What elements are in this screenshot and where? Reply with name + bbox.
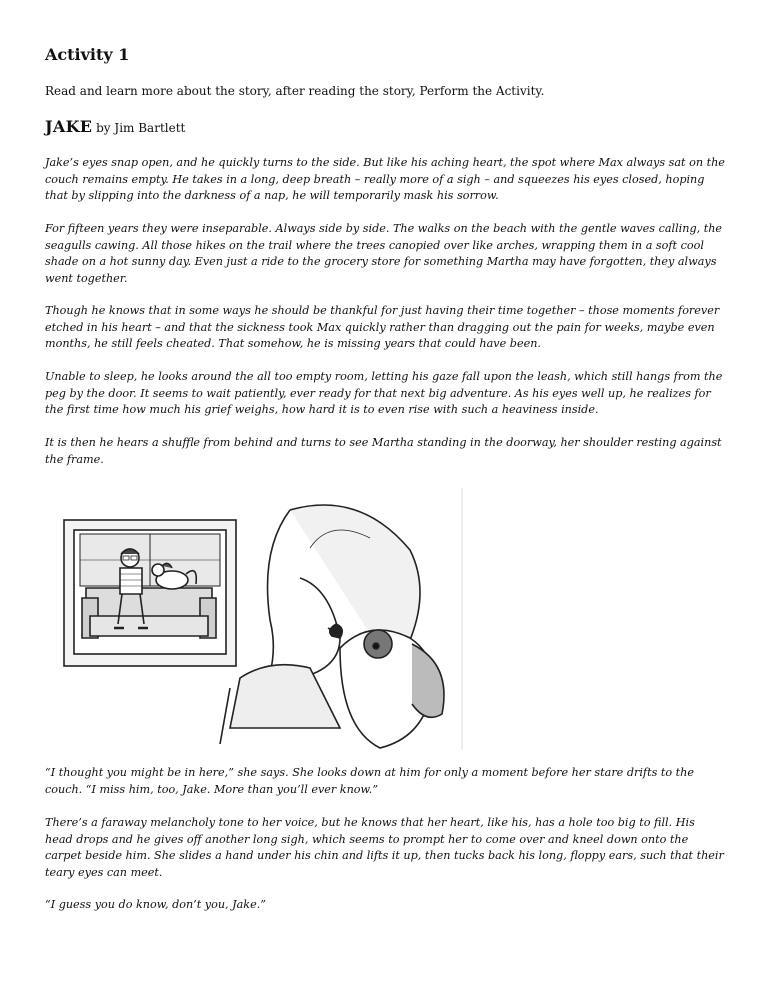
- story-paragraph: Though he knows that in some ways he should be thankful for just having their time together – those moments forever etched in his heart – and that the sickness took Max quickly rather than dragging out the pain for weeks, maybe even months, he still feels cheated. That somehow, he is missing years that could have been.: [45, 304, 720, 350]
- story-title: JAKE: [45, 117, 93, 136]
- story-illustration: [60, 488, 464, 750]
- framed-picture: [64, 520, 236, 666]
- woman-and-dog-drawing: [220, 505, 444, 748]
- activity-heading: Activity 1: [45, 45, 130, 64]
- story-paragraph: “I guess you do know, don’t you, Jake.”: [45, 898, 266, 911]
- story-byline: by Jim Bartlett: [96, 121, 186, 135]
- story-paragraph: “I thought you might be in here,” she says. She looks down at him for only a moment before her stare drifts to the couch. “I miss him, too, Jake. More than you’ll ever know.”: [45, 766, 694, 796]
- intro-text: Read and learn more about the story, after reading the story, Perform the Activity.: [45, 84, 545, 98]
- story-paragraph: It is then he hears a shuffle from behind and turns to see Martha standing in the doorway, her shoulder resting against the frame.: [45, 436, 722, 466]
- story-paragraph: For fifteen years they were inseparable. Always side by side. The walks on the beach with the gentle waves calling, the seagulls cawing. All those hikes on the trail where the trees canopied over like arches, wrapping them in a soft cool shade on a hot sunny day. Even just a ride to the grocery store for something Martha may have forgotten, they always went together.: [45, 222, 723, 285]
- story-paragraph: There’s a faraway melancholy tone to her voice, but he knows that her heart, like his, has a hole too big to fill. His head drops and he gives off another long sigh, which seems to prompt her to come over and kneel down onto the carpet beside him. She slides a hand under his chin and lifts it up, then tucks back his long, floppy ears, such that their teary eyes can meet.: [45, 816, 724, 879]
- story-paragraph: Unable to sleep, he looks around the all too empty room, letting his gaze fall upon the leash, which still hangs from the peg by the door. It seems to wait patiently, ever ready for that next big adventure. As his eyes well up, he realizes for the first time how much his grief weighs, how hard it is to even rise with such a heaviness inside.: [45, 370, 723, 416]
- story-title-line: [45, 117, 185, 136]
- story-paragraph: Jake’s eyes snap open, and he quickly turns to the side. But like his aching heart, the spot where Max always sat on the couch remains empty. He takes in a long, deep breath – really more of a sigh – and squeezes his eyes closed, hoping that by slipping into the darkness of a nap, he will temporarily mask his sorrow.: [45, 156, 725, 202]
